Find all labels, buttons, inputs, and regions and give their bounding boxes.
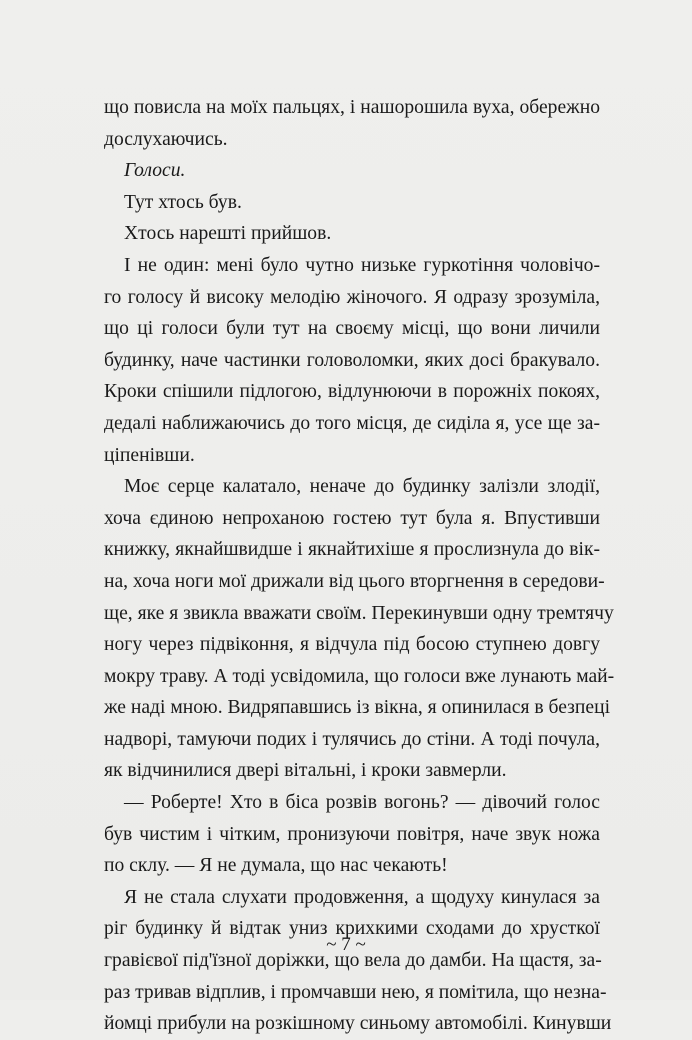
text-line: Я не стала слухати продовження, а щодуху кинулася за xyxy=(124,886,600,908)
text-line: дедалі наближаючись до того місця, де сиділа я, усе ще за- xyxy=(104,412,600,434)
text-line: І не один: мені було чутно низьке гуркотіння чоловічо- xyxy=(124,254,600,276)
text-line: гравієвої під'їзної доріжки, що вела до дамби. На щастя, за- xyxy=(104,950,602,972)
text-line: надворі, тамуючи подих і тулячись до стіни. А тоді почула, xyxy=(104,728,600,750)
text-line: ще, яке я звикла вважати своїм. Перекинувши одну тремтячу xyxy=(104,602,614,624)
text-line: йомці прибули на розкішному синьому автомобілі. Кинувши xyxy=(104,1013,612,1035)
body-text xyxy=(104,92,615,1040)
text-line: що ці голоси були тут на своєму місці, що вони личили xyxy=(104,318,600,340)
text-line: по склу. — Я не думала, що нас чекають! xyxy=(104,855,448,877)
text-line: як відчинилися двері вітальні, і кроки завмерли. xyxy=(104,760,507,782)
text-line: го голосу й високу мелодію жіночого. Я одразу зрозуміла, xyxy=(104,286,600,308)
text-line: — Роберте! Хто в біса розвів вогонь? — дівочий голос xyxy=(124,792,600,814)
text-line: ріг будинку й відтак униз крихкими сходами до хрусткої xyxy=(104,918,600,940)
text-line: Моє серце калатало, неначе до будинку залізли злодії, xyxy=(124,476,600,498)
text-line: на, хоча ноги мої дрижали від цього вторгнення в середови- xyxy=(104,570,605,592)
text-line: був чистим і чітким, пронизуючи повітря, наче звук ножа xyxy=(104,823,600,845)
text-line: книжку, якнайшвидше і якнайтихіше я прослизнула до вік- xyxy=(104,539,600,561)
text-line: мокру траву. А тоді усвідомила, що голоси вже лунають май- xyxy=(104,665,615,687)
text-line: Тут хтось був. xyxy=(124,191,242,213)
page-number: ~ 7 ~ xyxy=(326,934,366,955)
text-line: хоча єдиною непроханою гостею тут була я. Впустивши xyxy=(104,507,600,529)
text-line: Кроки спішили підлогою, відлунюючи в порожніх покоях, xyxy=(104,381,600,403)
text-line: дослухаючись. xyxy=(104,128,228,150)
text-line: ціпенівши. xyxy=(104,444,195,466)
text-line: будинку, наче частинки головоломки, яких досі бракувало. xyxy=(104,349,600,371)
text-line: раз тривав відплив, і промчавши нею, я помітила, що незна- xyxy=(104,981,607,1003)
text-line: що повисла на моїх пальцях, і нашорошила вуха, обережно xyxy=(104,97,600,118)
text-line: же наді мною. Видряпавшись із вікна, я опинилася в безпеці xyxy=(104,697,611,719)
text-line: ногу через підвіконня, я відчула під босою ступнею довгу xyxy=(104,634,600,656)
text-line: Голоси. xyxy=(124,160,186,182)
text-line: Хтось нарешті прийшов. xyxy=(124,223,332,245)
